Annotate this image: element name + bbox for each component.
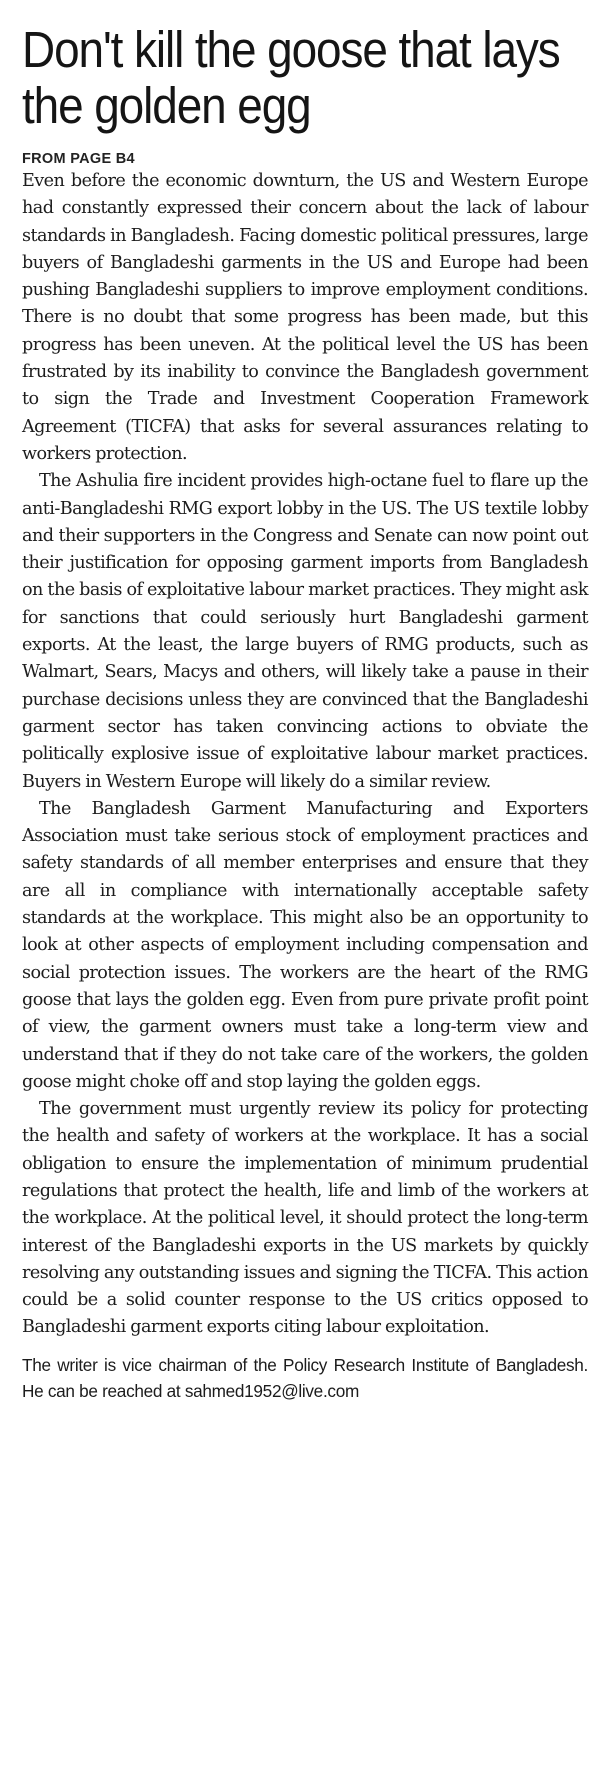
body-paragraph: Even before the economic downturn, the US and Western Europe had constantly expressed their concern about the lack of labour standards in Bangladesh. Facing domestic political pressures, large buyers of Bangladeshi garments in the US and Europe had been pushing Bangladeshi suppliers to improve employment conditions. There is no doubt that some progress has been made, but this progress has been uneven. At the political level the US has been frustrated by its inability to convince the Bangladesh government to sign the Trade and Investment Cooperation Framework Agreement (TICFA) that asks for several assurances relating to workers protection. xyxy=(22,171,588,464)
author-credit: The writer is vice chairman of the Policy Research Institute of Bangladesh. He can be reached at sahmed1952@live.com xyxy=(22,1354,588,1401)
article xyxy=(22,22,588,1404)
body-paragraph: The government must urgently review its policy for protecting the health and safety of workers at the workplace. It has a social obligation to ensure the implementation of minimum prudential regulations that protect the health, life and limb of the workers at the workplace. At the political level, it should protect the long-term interest of the Bangladeshi exports in the US markets by quickly resolving any outstanding issues and signing the TICFA. This action could be a solid counter response to the US critics opposed to Bangladeshi garment exports citing labour exploitation. xyxy=(22,1099,588,1338)
article-body xyxy=(22,168,588,1342)
body-paragraph: The Ashulia fire incident provides high-octane fuel to flare up the anti-Bangladeshi RMG export lobby in the US. The US textile lobby and their supporters in the Congress and Senate can now point out their justification for opposing garment imports from Bangladesh on the basis of exploitative labour market practices. They might ask for sanctions that could seriously hurt Bangladeshi garment exports. At the least, the large buyers of RMG products, such as Walmart, Sears, Macys and others, will likely take a pause in their purchase decisions unless they are convinced that the Bangladeshi garment sector has taken convincing actions to obviate the politically explosive issue of exploitative labour market practices. Buyers in Western Europe will likely do a similar review. xyxy=(22,471,588,792)
body-paragraph: The Bangladesh Garment Manufacturing and Exporters Association must take serious stock of employment practices and safety standards of all member enterprises and ensure that they are all in compliance with internationally acceptable safety standards at the workplace. This might also be an opportunity to look at other aspects of employment including compensation and social protection issues. The workers are the heart of the RMG goose that lays the golden egg. Even from pure private profit point of view, the garment owners must take a long-term view and understand that if they do not take care of the workers, the golden goose might choke off and stop laying the golden eggs. xyxy=(22,798,588,1092)
headline: Don't kill the goose that lays the golden egg xyxy=(22,21,560,134)
jump-line: FROM PAGE B4 xyxy=(22,151,135,167)
